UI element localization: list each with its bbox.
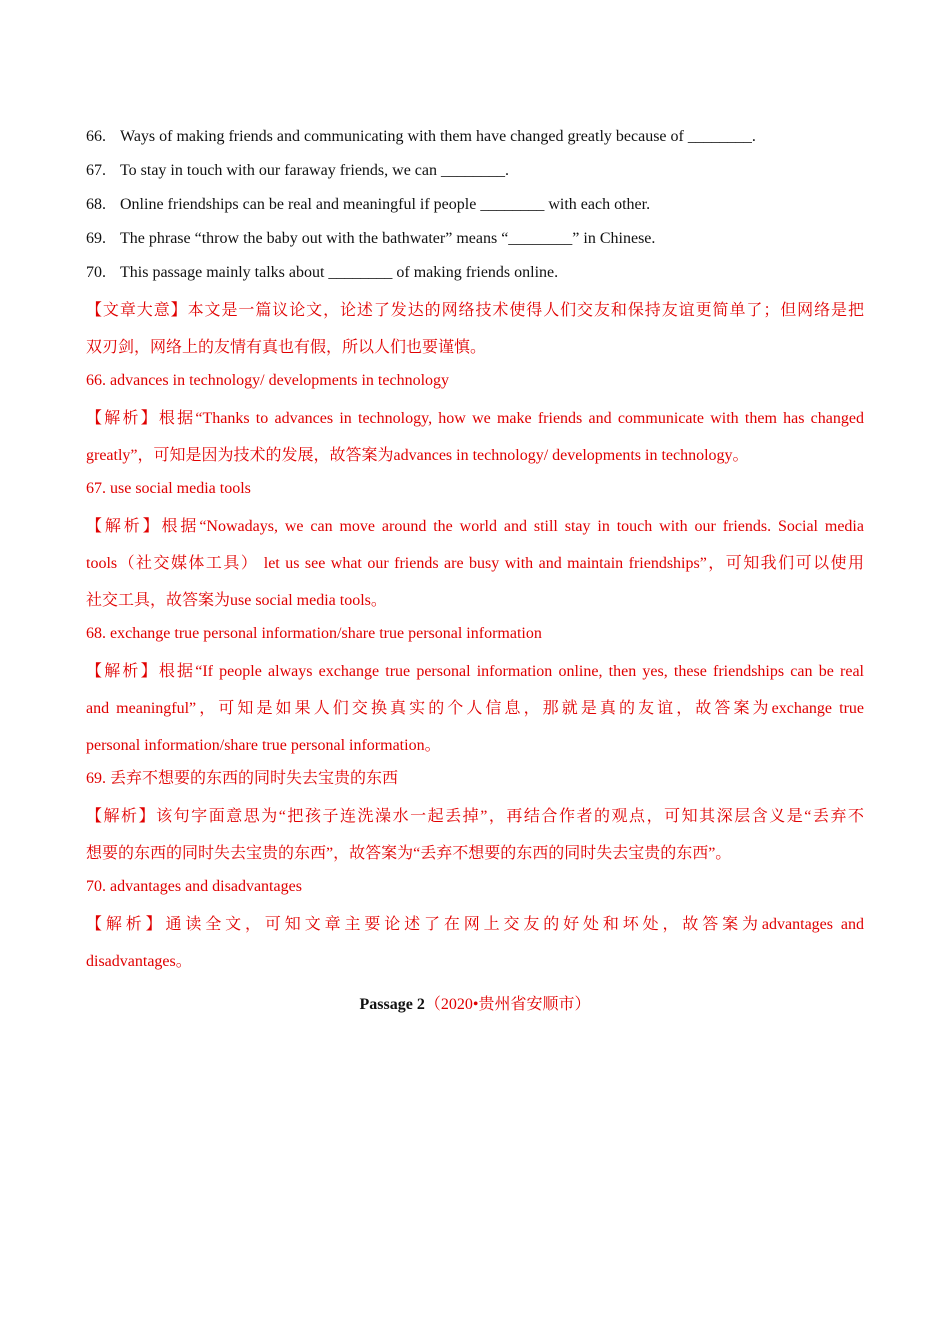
question-item	[86, 224, 864, 258]
question-number: 69.	[86, 230, 106, 247]
analysis-line: 社交工具，故答案为use social media tools。	[86, 592, 387, 609]
analysis-line: disadvantages。	[86, 953, 192, 970]
passage-title: Passage 2	[359, 996, 425, 1013]
analysis-line: 根据“If people always exchange true personal information online, then yes, these friendships can be real	[158, 663, 864, 680]
question-text: Ways of making friends and communicating with them have changed greatly because of ________.	[120, 128, 756, 145]
question-number: 66.	[86, 128, 106, 145]
analysis-line: 该句字面意思为“把孩子连洗澡水一起丢掉”，再结合作者的观点，可知其深层含义是“丢弃不	[156, 808, 864, 825]
passage-heading	[0, 990, 950, 1020]
analysis-line: 根据“Nowadays, we can move around the world and still stay in touch with our friends. Social media	[161, 518, 864, 535]
analysis-tag: 【解析】	[86, 410, 159, 427]
summary-line: 本文是一篇议论文，论述了发达的网络技术使得人们交友和保持友谊更简单了；但网络是把	[187, 302, 864, 319]
answer-block	[86, 619, 864, 764]
analysis	[86, 653, 864, 764]
answer-heading: 70. advantages and disadvantages	[86, 878, 302, 895]
summary-line: 双刃剑，网络上的友情有真也有假，所以人们也要谨慎。	[86, 339, 487, 356]
summary-tag: 【文章大意】	[86, 302, 188, 319]
question-text: To stay in touch with our faraway friends, we can ________.	[120, 162, 509, 179]
analysis-line: personal information/share true personal information。	[86, 737, 441, 754]
analysis-line: tools（社交媒体工具） let us see what our friends are busy with and maintain friendships”，可知我们可以使用	[86, 555, 864, 572]
question-item	[86, 156, 864, 190]
analysis	[86, 906, 864, 980]
passage-source: （2020•贵州省安顺市）	[424, 996, 591, 1013]
question-text: Online friendships can be real and meaningful if people ________ with each other.	[120, 196, 651, 213]
question-number: 70.	[86, 264, 106, 281]
analysis-line: greatly”，可知是因为技术的发展，故答案为advances in technology/ developments in technology。	[86, 447, 749, 464]
analysis	[86, 798, 864, 872]
analysis-tag: 【解析】	[86, 663, 159, 680]
question-number: 67.	[86, 162, 106, 179]
question-list	[86, 122, 864, 292]
question-text: The phrase “throw the baby out with the bathwater” means “________” in Chinese.	[120, 230, 656, 247]
analysis-tag: 【解析】	[86, 518, 162, 535]
analysis-tag: 【解析】	[86, 916, 166, 933]
answer-block	[86, 872, 864, 980]
question-item	[86, 190, 864, 224]
analysis	[86, 508, 864, 619]
question-item	[86, 258, 864, 292]
question-text: This passage mainly talks about ________ of making friends online.	[120, 264, 559, 281]
question-number: 68.	[86, 196, 106, 213]
answer-heading: 68. exchange true personal information/share true personal information	[86, 625, 542, 642]
analysis-line: 根据“Thanks to advances in technology, how we make friends and communicate with them has changed	[158, 410, 864, 427]
summary	[86, 292, 864, 366]
document-page	[86, 122, 864, 980]
question-item	[86, 122, 864, 156]
analysis	[86, 400, 864, 474]
analysis-line: 想要的东西的同时失去宝贵的东西”，故答案为“丢弃不想要的东西的同时失去宝贵的东西”。	[86, 845, 732, 862]
answer-heading: 66. advances in technology/ developments in technology	[86, 372, 450, 389]
answer-heading: 69. 丢弃不想要的东西的同时失去宝贵的东西	[86, 770, 399, 787]
answer-block	[86, 366, 864, 474]
answer-block	[86, 474, 864, 619]
answer-block	[86, 764, 864, 872]
analysis-tag: 【解析】	[86, 808, 157, 825]
analysis-line: and meaningful”，可知是如果人们交换真实的个人信息，那就是真的友谊，故答案为exchange true	[86, 700, 864, 717]
analysis-line: 通读全文，可知文章主要论述了在网上交友的好处和坏处，故答案为advantages and	[165, 916, 864, 933]
answer-heading: 67. use social media tools	[86, 480, 251, 497]
